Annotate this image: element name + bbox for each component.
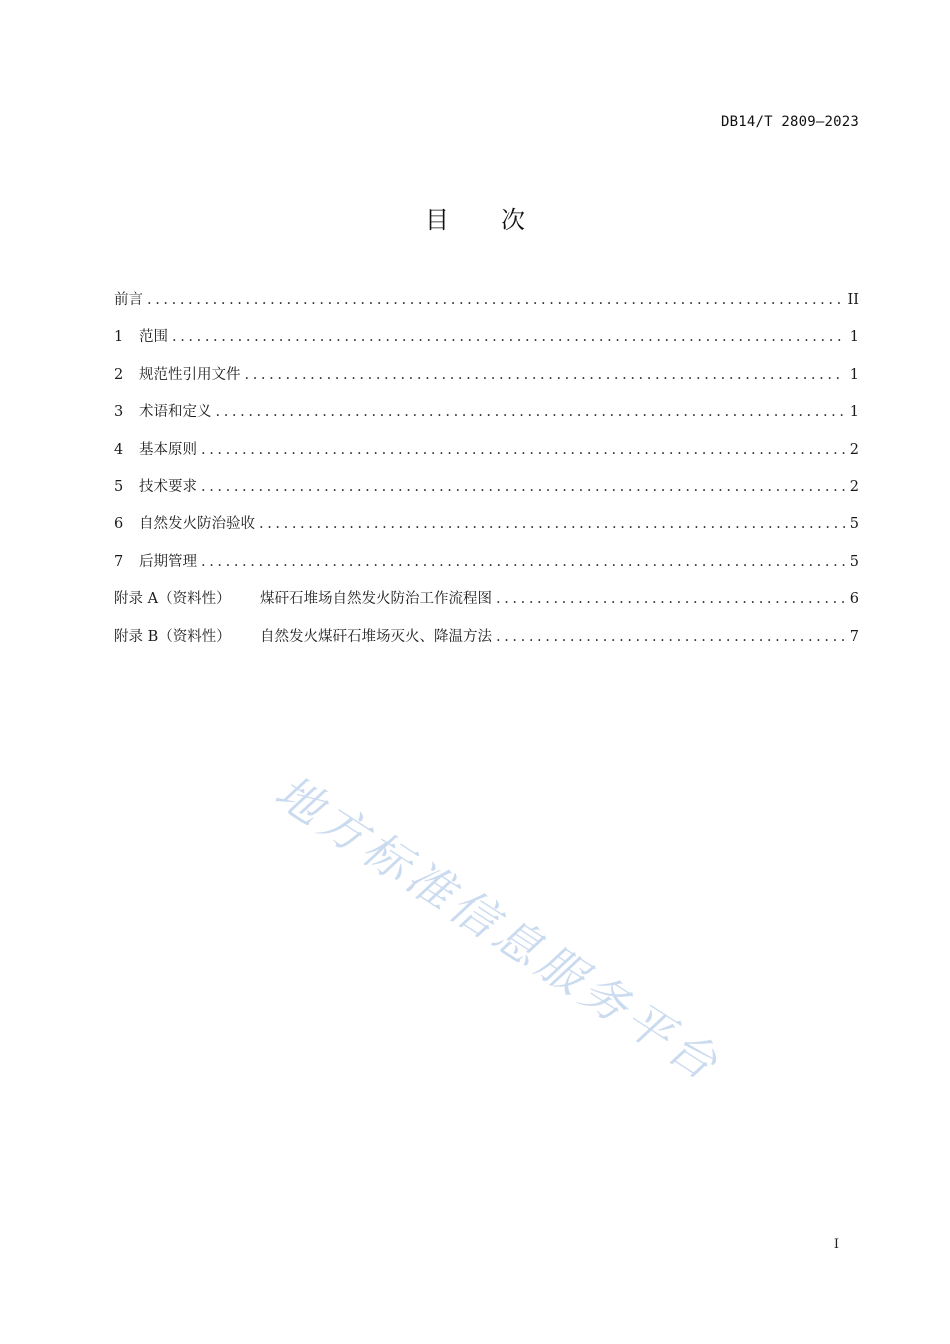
toc-leader-dots — [201, 442, 845, 458]
toc-item-page: 2 — [849, 441, 859, 458]
toc-item-scope[interactable] — [114, 325, 859, 362]
toc-item-acceptance[interactable] — [114, 512, 859, 549]
toc-leader-dots — [201, 479, 845, 495]
toc-leader-dots — [496, 591, 845, 607]
toc-item-foreword[interactable] — [114, 288, 859, 325]
toc-appendix-prefix: 附录 A（资料性） — [114, 591, 231, 608]
toc-item-label: 技术要求 — [139, 478, 197, 495]
toc-item-page: 6 — [849, 591, 859, 608]
toc-leader-dots — [147, 292, 844, 308]
toc-item-number: 4 — [114, 441, 124, 458]
toc-item-normative-references[interactable] — [114, 363, 859, 400]
toc-item-page: 7 — [849, 628, 859, 645]
toc-item-page: 1 — [849, 329, 859, 346]
toc-item-number: 3 — [114, 404, 124, 421]
toc-leader-dots — [201, 554, 845, 570]
toc-item-label: 自然发火煤矸石堆场灭火、降温方法 — [260, 628, 492, 645]
page-number: I — [833, 1237, 839, 1252]
toc-leader-dots — [245, 367, 846, 383]
toc-item-page: 2 — [849, 478, 859, 495]
toc-item-number: 5 — [114, 478, 124, 495]
toc-item-terms-definitions[interactable] — [114, 400, 859, 437]
toc-item-technical-requirements[interactable] — [114, 475, 859, 512]
toc-item-page: 1 — [849, 404, 859, 421]
toc-item-label: 自然发火防治验收 — [139, 516, 255, 533]
toc-item-post-management[interactable] — [114, 550, 859, 587]
toc-item-number: 6 — [114, 516, 124, 533]
toc-item-appendix-b[interactable] — [114, 625, 859, 662]
toc-item-page: 5 — [849, 516, 859, 533]
toc-item-label: 范围 — [139, 329, 168, 346]
toc-item-page: 1 — [849, 366, 859, 383]
toc-item-page: 5 — [849, 553, 859, 570]
watermark: 地方标准信息服务平台 — [265, 764, 732, 1093]
toc-item-number: 1 — [114, 329, 124, 346]
toc-item-label: 煤矸石堆场自然发火防治工作流程图 — [260, 591, 492, 608]
toc-leader-dots — [496, 629, 845, 645]
toc-leader-dots — [216, 404, 846, 420]
toc-leader-dots — [172, 329, 845, 345]
toc-item-page: II — [847, 292, 859, 308]
toc-appendix-prefix: 附录 B（资料性） — [114, 628, 231, 645]
toc-list — [114, 288, 859, 662]
toc-title: 目次 — [425, 206, 577, 234]
toc-item-label: 术语和定义 — [139, 404, 212, 421]
toc-item-number: 2 — [114, 366, 124, 383]
toc-item-label: 前言 — [114, 292, 143, 308]
toc-item-appendix-a[interactable] — [114, 587, 859, 624]
toc-item-label: 后期管理 — [139, 553, 197, 570]
toc-item-label: 规范性引用文件 — [139, 366, 241, 383]
toc-item-number: 7 — [114, 553, 124, 570]
standard-code: DB14/T 2809—2023 — [720, 114, 859, 130]
toc-leader-dots — [259, 516, 845, 532]
toc-item-label: 基本原则 — [139, 441, 197, 458]
toc-item-basic-principles[interactable] — [114, 438, 859, 475]
